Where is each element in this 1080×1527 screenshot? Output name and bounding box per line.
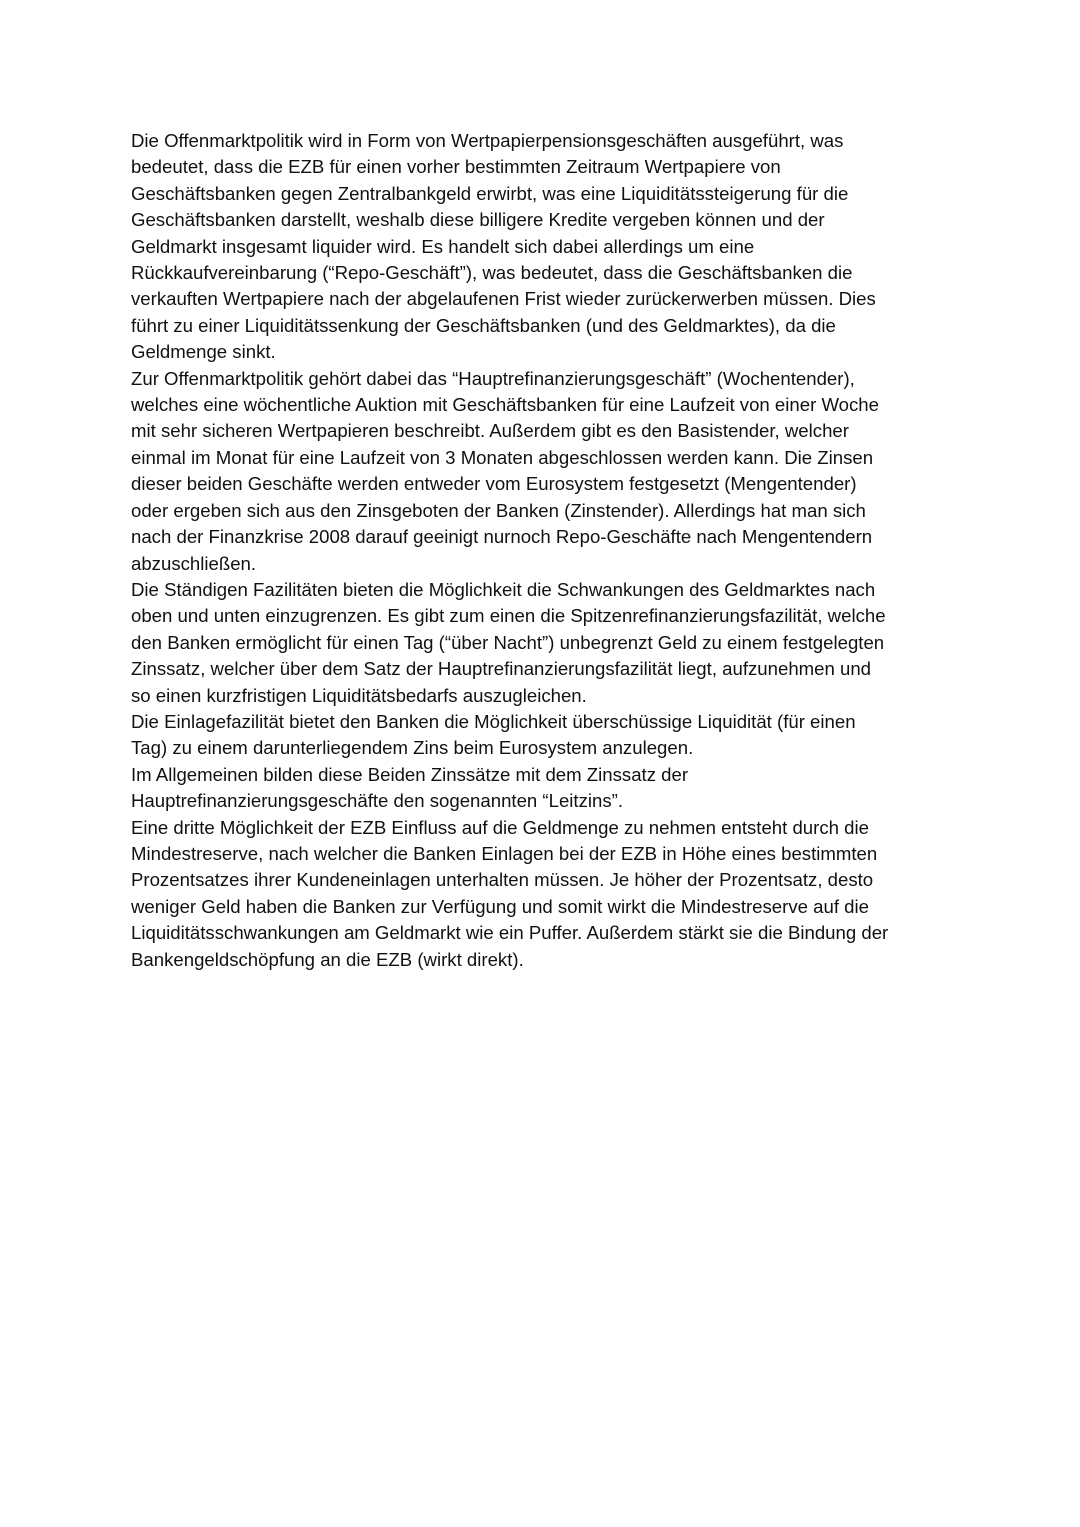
text-line: bedeutet, dass die EZB für einen vorher bestimmten Zeitraum Wertpapiere von (131, 156, 781, 178)
text-line: verkauften Wertpapiere nach der abgelaufenen Frist wieder zurückerwerben müssen. Dies (131, 288, 876, 310)
text-line: Die Ständigen Fazilitäten bieten die Möglichkeit die Schwankungen des Geldmarktes nach (131, 578, 876, 600)
text-line: Geschäftsbanken gegen Zentralbankgeld erwirbt, was eine Liquiditätssteigerung für die (131, 182, 849, 204)
text-line: Zinssatz, welcher über dem Satz der Hauptrefinanzierungsfazilität liegt, aufzunehmen und (131, 658, 872, 680)
text-line: Geschäftsbanken darstellt, weshalb diese billigere Kredite vergeben können und der (131, 209, 825, 231)
text-line: einmal im Monat für eine Laufzeit von 3 Monaten abgeschlossen werden kann. Die Zinsen (131, 446, 874, 468)
text-line: so einen kurzfristigen Liquiditätsbedarfs auszugleichen. (131, 684, 587, 706)
text-line: Im Allgemeinen bilden diese Beiden Zinssätze mit dem Zinssatz der (131, 763, 689, 785)
text-line: Hauptrefinanzierungsgeschäfte den sogenannten “Leitzins”. (131, 790, 624, 812)
text-line: abzuschließen. (131, 552, 257, 574)
text-line: dieser beiden Geschäfte werden entweder vom Eurosystem festgesetzt (Mengentender) (131, 473, 857, 495)
body-text (131, 128, 961, 973)
text-line: Liquiditätsschwankungen am Geldmarkt wie ein Puffer. Außerdem stärkt sie die Bindung der (131, 922, 889, 944)
text-line: welches eine wöchentliche Auktion mit Geschäftsbanken für eine Laufzeit von einer Woche (131, 394, 879, 416)
text-line: oben und unten einzugrenzen. Es gibt zum einen die Spitzenrefinanzierungsfazilität, welche (131, 605, 886, 627)
text-line: nach der Finanzkrise 2008 darauf geeinigt nurnoch Repo-Geschäfte nach Mengentendern (131, 526, 873, 548)
text-line: Prozentsatzes ihrer Kundeneinlagen unterhalten müssen. Je höher der Prozentsatz, desto (131, 869, 874, 891)
text-line: Geldmarkt insgesamt liquider wird. Es handelt sich dabei allerdings um eine (131, 235, 755, 257)
text-line: den Banken ermöglicht für einen Tag (“über Nacht”) unbegrenzt Geld zu einem festgelegten (131, 631, 885, 653)
text-line: oder ergeben sich aus den Zinsgeboten der Banken (Zinstender). Allerdings hat man sich (131, 499, 866, 521)
text-line: Zur Offenmarktpolitik gehört dabei das “Hauptrefinanzierungsgeschäft” (Wochentender), (131, 367, 855, 389)
text-line: mit sehr sicheren Wertpapieren beschreibt. Außerdem gibt es den Basistender, welcher (131, 420, 849, 442)
text-line: Geldmenge sinkt. (131, 341, 276, 363)
text-line: Eine dritte Möglichkeit der EZB Einfluss auf die Geldmenge zu nehmen entsteht durch die (131, 816, 869, 838)
text-line: führt zu einer Liquiditätssenkung der Geschäftsbanken (und des Geldmarktes), da die (131, 314, 836, 336)
text-line: Rückkaufvereinbarung (“Repo-Geschäft”), was bedeutet, dass die Geschäftsbanken die (131, 262, 853, 284)
text-line: Mindestreserve, nach welcher die Banken Einlagen bei der EZB in Höhe eines bestimmten (131, 842, 878, 864)
text-line: Tag) zu einem darunterliegendem Zins beim Eurosystem anzulegen. (131, 737, 694, 759)
text-line: Die Einlagefazilität bietet den Banken die Möglichkeit überschüssige Liquidität (für einen (131, 710, 856, 732)
text-line: Bankengeldschöpfung an die EZB (wirkt direkt). (131, 948, 524, 970)
text-line: Die Offenmarktpolitik wird in Form von Wertpapierpensionsgeschäften ausgeführt, was (131, 130, 844, 151)
text-line: weniger Geld haben die Banken zur Verfügung und somit wirkt die Mindestreserve auf die (131, 895, 869, 917)
